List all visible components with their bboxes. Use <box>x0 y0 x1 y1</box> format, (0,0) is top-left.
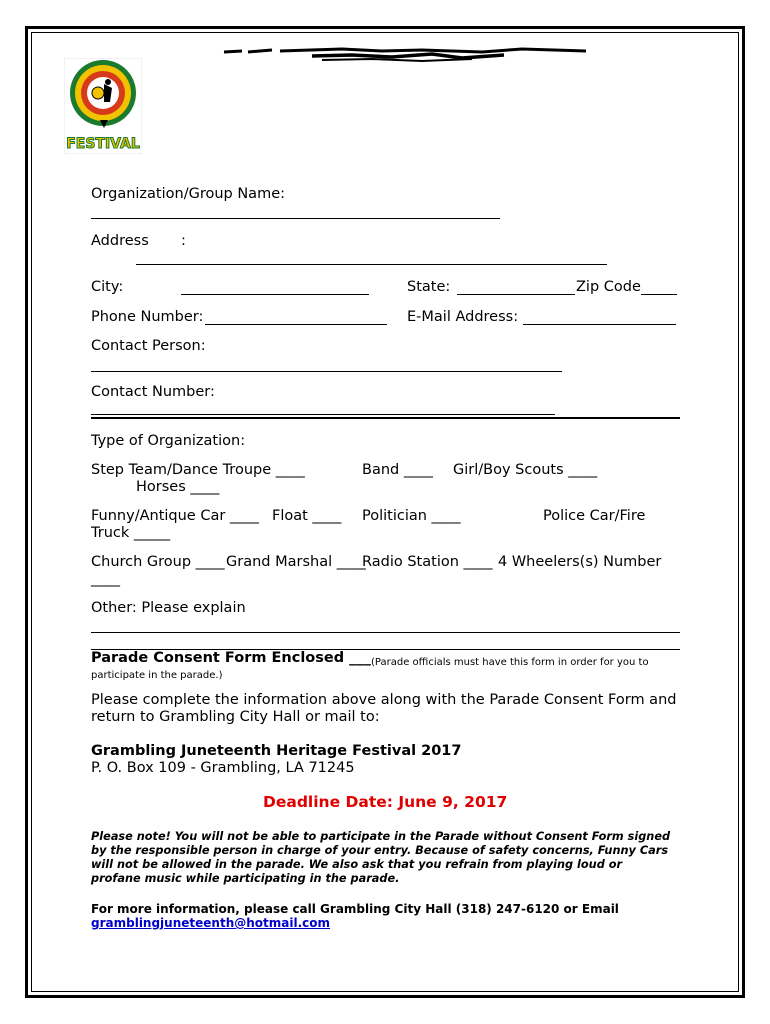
contact-info-text: For more information, please call Grambling City Hall (318) 247-6120 or Email <box>91 902 619 916</box>
option-police-car-cont[interactable]: Truck _____ <box>91 525 171 541</box>
phone-label: Phone Number: <box>91 309 204 325</box>
other-line[interactable] <box>91 632 680 633</box>
zip-label: Zip Code <box>576 279 641 295</box>
option-church[interactable]: Church Group ____ <box>91 554 225 570</box>
mailing-address: P. O. Box 109 - Grambling, LA 71245 <box>91 760 355 776</box>
option-band[interactable]: Band ____ <box>362 462 433 478</box>
state-line[interactable] <box>457 294 575 295</box>
org-name-label: Organization/Group Name: <box>91 186 286 202</box>
email-line[interactable] <box>523 324 676 325</box>
city-label: City: <box>91 279 124 295</box>
option-funny-car[interactable]: Funny/Antique Car ____ <box>91 508 259 524</box>
consent-note-2: participate in the parade.) <box>91 670 223 681</box>
option-radio[interactable]: Radio Station ____ <box>362 554 493 570</box>
phone-line[interactable] <box>205 324 387 325</box>
option-wheelers[interactable]: 4 Wheelers(s) Number <box>498 554 662 570</box>
option-police-car[interactable]: Police Car/Fire <box>543 508 646 524</box>
city-line[interactable] <box>181 294 369 295</box>
consent-note-1: (Parade officials must have this form in order for you to <box>371 657 649 668</box>
note-line3: will not be allowed in the parade. We also ask that you refrain from playing loud or <box>91 858 623 871</box>
logo-word: FESTIVAL <box>66 136 140 152</box>
org-type-label: Type of Organization: <box>91 433 246 449</box>
option-horses[interactable]: Horses ____ <box>136 479 220 495</box>
option-politician[interactable]: Politician ____ <box>362 508 461 524</box>
option-step-team[interactable]: Step Team/Dance Troupe ____ <box>91 462 305 478</box>
instructions-line1: Please complete the information above along with the Parade Consent Form and <box>91 692 677 708</box>
deadline-date: Deadline Date: June 9, 2017 <box>263 793 508 811</box>
email-label: E-Mail Address: <box>407 309 519 325</box>
contact-number-line[interactable] <box>91 414 555 415</box>
state-label: State: <box>407 279 451 295</box>
instructions-line2: return to Grambling City Hall or mail to: <box>91 709 380 725</box>
zip-line[interactable] <box>641 294 677 295</box>
option-grand-marshal[interactable]: Grand Marshal ____ <box>226 554 366 570</box>
section-divider <box>91 417 680 419</box>
festival-logo <box>64 58 142 154</box>
option-float[interactable]: Float ____ <box>272 508 342 524</box>
contact-email-link[interactable]: gramblingjuneteenth@hotmail.com <box>91 916 331 930</box>
option-wheelers-blank[interactable]: ____ <box>91 571 120 587</box>
address-label: Address <box>91 233 149 249</box>
note-line4: profane music while participating in the parade. <box>91 872 400 885</box>
org-name-line[interactable] <box>91 218 500 219</box>
consent-form-label[interactable]: Parade Consent Form Enclosed ___ <box>91 650 371 666</box>
address-line[interactable] <box>136 264 607 265</box>
address-colon: : <box>181 233 186 249</box>
contact-person-line[interactable] <box>91 371 562 372</box>
other-label: Other: Please explain <box>91 600 246 616</box>
note-line2: by the responsible person in charge of your entry. Because of safety concerns, Funny Cars <box>91 844 669 857</box>
scribbled-header <box>222 46 588 64</box>
contact-person-label: Contact Person: <box>91 338 206 354</box>
note-line1: Please note! You will not be able to participate in the Parade without Consent Form signed <box>91 830 671 843</box>
option-scouts[interactable]: Girl/Boy Scouts ____ <box>453 462 598 478</box>
mailing-org-name: Grambling Juneteenth Heritage Festival 2017 <box>91 743 462 759</box>
contact-number-label: Contact Number: <box>91 384 215 400</box>
